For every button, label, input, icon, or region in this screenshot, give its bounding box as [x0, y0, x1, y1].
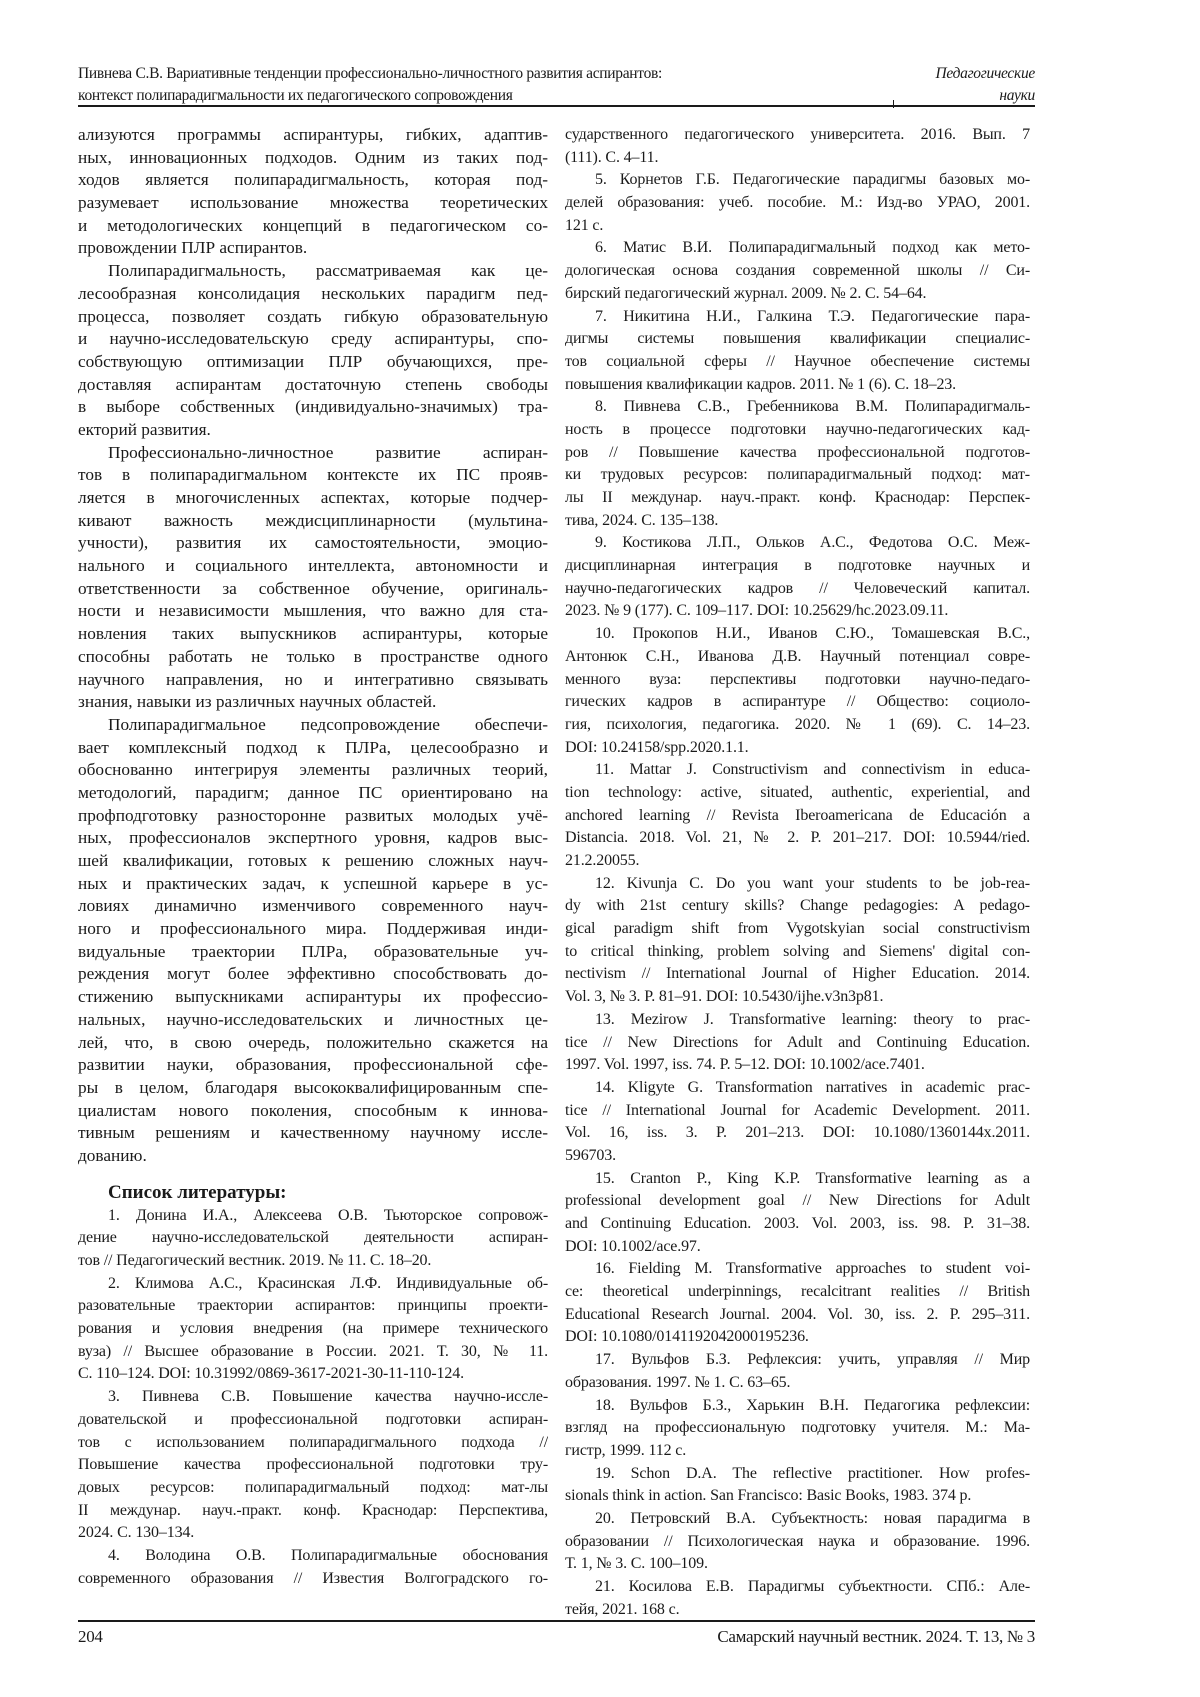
text-line: тива, 2024. С. 135–138. — [565, 510, 1030, 533]
text-line: 2. Климова А.С., Красинская Л.Ф. Индивидуальные об- — [78, 1273, 548, 1296]
text-line: 7. Никитина Н.И., Галкина Т.Э. Педагогические пара- — [565, 306, 1030, 329]
text-line: DOI: 10.24158/spp.2020.1.1. — [565, 737, 1030, 760]
text-line: Vol. 3, № 3. P. 81–91. DOI: 10.5430/ijhe.v3n3p81. — [565, 986, 1030, 1009]
text-line: образования. 1997. № 1. С. 63–65. — [565, 1372, 1030, 1395]
text-line: dy with 21st century skills? Change pedagogies: A pedago- — [565, 895, 1030, 918]
text-line: 10. Прокопов Н.И., Иванов С.Ю., Томашевская В.С., — [565, 623, 1030, 646]
reference-item — [565, 396, 1030, 532]
text-line: ки трудовых ресурсов: полипарадигмальный подход: мат- — [565, 464, 1030, 487]
text-line: ных и практических задач, к успешной карьере в ус- — [78, 873, 548, 896]
text-line: гия, психология, педагогика. 2020. № 1 (69). С. 14–23. — [565, 714, 1030, 737]
text-line: 18. Вульфов Б.З., Харькин В.Н. Педагогика рефлексии: — [565, 1395, 1030, 1418]
text-line: реждения могут более эффективно способствовать до- — [78, 963, 548, 986]
text-line: sionals think in action. San Francisco: Basic Books, 1983. 374 p. — [565, 1485, 1030, 1508]
text-line: взгляд на профессиональную подготовку учителя. М.: Ма- — [565, 1417, 1030, 1440]
text-line: провождении ПЛР аспирантов. — [78, 237, 548, 260]
text-line: 1. Донина И.А., Алексеева О.В. Тьюторское сопровож- — [78, 1205, 548, 1228]
text-line: дологическая основа создания современной школы // Си- — [565, 260, 1030, 283]
text-line: ры в целом, благодаря высококвалифицированным спе- — [78, 1077, 548, 1100]
text-line: повышения квалификации кадров. 2011. № 1 (6). С. 18–23. — [565, 374, 1030, 397]
text-line: тивным решениям и качественному научному иссле- — [78, 1122, 548, 1145]
text-line: ализуются программы аспирантуры, гибких, адаптив- — [78, 124, 548, 147]
text-line: лей, что, в свою очередь, положительно скажется на — [78, 1032, 548, 1055]
text-line: бирский педагогический журнал. 2009. № 2. С. 54–64. — [565, 283, 1030, 306]
text-line: 13. Mezirow J. Transformative learning: theory to prac- — [565, 1009, 1030, 1032]
text-line: видуальные траектории ПЛРа, образовательные уч- — [78, 941, 548, 964]
text-line: ответственности за собственное обучение, оригиналь- — [78, 578, 548, 601]
text-line: gical paradigm shift from Vygotskyian social constructivism — [565, 918, 1030, 941]
text-line: anchored learning // Revista Iberoamericana de Educación a — [565, 805, 1030, 828]
reference-item — [78, 1386, 548, 1545]
text-line: 121 с. — [565, 215, 1030, 238]
text-line: Vol. 16, iss. 3. P. 201–213. DOI: 10.1080/1360144x.2011. — [565, 1122, 1030, 1145]
text-line: нального и социального интеллекта, автономности и — [78, 555, 548, 578]
text-line: шей квалификации, готовых к решению сложных науч- — [78, 850, 548, 873]
text-line: стижению выпускниками аспирантуры их профессио- — [78, 986, 548, 1009]
text-line: лы II междунар. науч.-практ. конф. Краснодар: Перспек- — [565, 487, 1030, 510]
reference-item — [565, 306, 1030, 397]
text-line: to critical thinking, problem solving and Siemens' digital con- — [565, 941, 1030, 964]
text-line: разумевает использование множества теоретических — [78, 192, 548, 215]
text-line: методологий, парадигм; данное ПС ориентировано на — [78, 782, 548, 805]
text-line: Антонюк С.Н., Иванова Д.В. Научный потенциал совре- — [565, 646, 1030, 669]
reference-item — [565, 169, 1030, 237]
reference-item — [565, 1258, 1030, 1349]
paragraph — [78, 124, 548, 260]
text-line: гических кадров в аспирантуре // Общество: социоло- — [565, 691, 1030, 714]
text-line: Т. 1, № 3. С. 100–109. — [565, 1553, 1030, 1576]
text-line: DOI: 10.1080/0141192042000195236. — [565, 1326, 1030, 1349]
text-line: ных, инновационных подходов. Одним из таких под- — [78, 147, 548, 170]
text-line: дисциплинарная интеграция в подготовке научных и — [565, 555, 1030, 578]
text-line: tion technology: active, situated, authentic, experiential, and — [565, 782, 1030, 805]
text-line: новления таких выпускников аспирантуры, которые — [78, 623, 548, 646]
text-line: ходов является полипарадигмальность, которая под- — [78, 169, 548, 192]
reference-item — [565, 124, 1030, 169]
text-line: доставляя аспирантам достаточную степень свободы — [78, 374, 548, 397]
section-line: науки — [935, 85, 1035, 107]
left-column — [78, 124, 548, 1590]
reference-item — [565, 1009, 1030, 1077]
text-line: 2023. № 9 (177). С. 109–117. DOI: 10.25629/hc.2023.09.11. — [565, 600, 1030, 623]
running-header-title — [78, 63, 878, 107]
journal-citation: Самарский научный вестник. 2024. Т. 13, № 3 — [717, 1626, 1035, 1648]
reference-item — [565, 1463, 1030, 1508]
text-line: 5. Корнетов Г.Б. Педагогические парадигмы базовых мо- — [565, 169, 1030, 192]
text-line: ность в процессе подготовки научно-педагогических кад- — [565, 419, 1030, 442]
text-line: 16. Fielding M. Transformative approaches to student voi- — [565, 1258, 1030, 1281]
text-line: гистр, 1999. 112 с. — [565, 1440, 1030, 1463]
paragraph — [78, 442, 548, 714]
text-line: ного и профессионального мира. Поддерживая инди- — [78, 918, 548, 941]
text-line: 8. Пивнева С.В., Гребенникова В.М. Полипарадигмаль- — [565, 396, 1030, 419]
text-line: nectivism // International Journal of Higher Education. 2014. — [565, 963, 1030, 986]
reference-item — [565, 623, 1030, 759]
text-line: ловиях динамично изменчивого современного науч- — [78, 895, 548, 918]
reference-item — [565, 873, 1030, 1009]
reference-item — [565, 1395, 1030, 1463]
text-line: нальных, научно-исследовательских и личностных це- — [78, 1009, 548, 1032]
text-line: 19. Schon D.A. The reflective practitioner. How profes- — [565, 1463, 1030, 1486]
text-line: кивают важность междисциплинарности (мультина- — [78, 510, 548, 533]
text-line: and Continuing Education. 2003. Vol. 2003, iss. 98. P. 31–38. — [565, 1213, 1030, 1236]
text-line: II междунар. науч.-практ. конф. Краснодар: Перспектива, — [78, 1500, 548, 1523]
running-header-section — [935, 63, 1035, 107]
text-line: 9. Костикова Л.П., Ольков А.С., Федотова О.С. Меж- — [565, 532, 1030, 555]
text-line: 17. Вульфов Б.З. Рефлексия: учить, управляя // Мир — [565, 1349, 1030, 1372]
text-line: тейя, 2021. 168 с. — [565, 1599, 1030, 1622]
text-line: циалистам нового поколения, способным к иннова- — [78, 1100, 548, 1123]
text-line: дованию. — [78, 1145, 548, 1168]
text-line: в выборе собственных (индивидуально-значимых) тра- — [78, 396, 548, 419]
references-list-left — [78, 1205, 548, 1591]
header-divider — [893, 100, 894, 108]
footer-rule — [78, 1620, 1035, 1622]
text-line: екторий развития. — [78, 419, 548, 442]
text-line: лесообразная консолидация нескольких парадигм пед- — [78, 283, 548, 306]
header-rule — [78, 105, 1035, 107]
paragraph — [78, 260, 548, 442]
text-line: 21.2.20055. — [565, 850, 1030, 873]
reference-item — [565, 759, 1030, 872]
text-line: вуза) // Высшее образование в России. 2021. Т. 30, № 11. — [78, 1341, 548, 1364]
text-line: 20. Петровский В.А. Субъектность: новая парадигма в — [565, 1508, 1030, 1531]
text-line: 1997. Vol. 1997, iss. 74. P. 5–12. DOI: 10.1002/ace.7401. — [565, 1054, 1030, 1077]
text-line: tice // International Journal for Academic Development. 2011. — [565, 1100, 1030, 1123]
text-line: Educational Research Journal. 2004. Vol. 30, iss. 2. P. 295–311. — [565, 1304, 1030, 1327]
text-line: вает комплексный подход к ПЛРа, целесообразно и — [78, 737, 548, 760]
text-line: 15. Cranton P., King K.P. Transformative learning as a — [565, 1168, 1030, 1191]
text-line: тов с использованием полипарадигмального подхода // — [78, 1432, 548, 1455]
text-line: способны работать не только в пространстве одного — [78, 646, 548, 669]
text-line: профподготовку разносторонне развитых молодых учё- — [78, 805, 548, 828]
text-line: делей образования: учеб. пособие. М.: Изд-во УРАО, 2001. — [565, 192, 1030, 215]
text-line: довательской и профессиональной подготовки аспиран- — [78, 1409, 548, 1432]
text-line: образовании // Психологическая наука и образование. 1996. — [565, 1531, 1030, 1554]
text-line: (111). С. 4–11. — [565, 147, 1030, 170]
reference-item — [78, 1205, 548, 1273]
references-heading: Список литературы: — [78, 1181, 548, 1205]
text-line: обоснованно интегрируя элементы различных теорий, — [78, 759, 548, 782]
text-line: тов социальной сферы // Научное обеспечение системы — [565, 351, 1030, 374]
text-line: 596703. — [565, 1145, 1030, 1168]
text-line: ности и независимости мышления, что важно для ста- — [78, 600, 548, 623]
text-line: 11. Mattar J. Constructivism and connectivism in educa- — [565, 759, 1030, 782]
text-line: Distancia. 2018. Vol. 21, № 2. P. 201–217. DOI: 10.5944/ried. — [565, 827, 1030, 850]
text-line: тов // Педагогический вестник. 2019. № 11. С. 18–20. — [78, 1250, 548, 1273]
page-number: 204 — [78, 1626, 103, 1648]
text-line: ce: theoretical underpinnings, recalcitrant realities // British — [565, 1281, 1030, 1304]
text-line: и научно-исследовательскую среду аспирантуры, спо- — [78, 328, 548, 351]
text-line: собствующую оптимизации ПЛР обучающихся, пре- — [78, 351, 548, 374]
text-line: дигмы системы повышения квалификации специалис- — [565, 328, 1030, 351]
reference-item — [565, 1508, 1030, 1576]
reference-item — [565, 1576, 1030, 1621]
text-line: разовательные траектории аспирантов: принципы проекти- — [78, 1295, 548, 1318]
text-line: научно-педагогических кадров // Человеческий капитал. — [565, 578, 1030, 601]
text-line: Полипарадигмальное педсопровождение обеспечи- — [78, 714, 548, 737]
text-line: ров // Повышение качества профессиональной подготов- — [565, 442, 1030, 465]
reference-item — [565, 1349, 1030, 1394]
paragraph — [78, 714, 548, 1168]
text-line: 3. Пивнева С.В. Повышение качества научно-иссле- — [78, 1386, 548, 1409]
reference-item — [565, 1077, 1030, 1168]
reference-item — [565, 1168, 1030, 1259]
text-line: довых ресурсов: полипарадигмальный подход: мат-лы — [78, 1477, 548, 1500]
reference-item — [565, 532, 1030, 623]
text-line: процесса, позволяет создать гибкую образовательную — [78, 306, 548, 329]
article-body — [78, 124, 548, 1168]
right-column — [565, 124, 1030, 1621]
reference-item — [565, 237, 1030, 305]
text-line: дение научно-исследовательской деятельности аспиран- — [78, 1227, 548, 1250]
text-line: научного направления, но и интегративно связывать — [78, 669, 548, 692]
text-line: развитии науки, образования, профессиональной сфе- — [78, 1054, 548, 1077]
text-line: Профессионально-личностное развитие аспиран- — [78, 442, 548, 465]
text-line: 12. Kivunja C. Do you want your students to be job-rea- — [565, 873, 1030, 896]
text-line: рования и условия внедрения (на примере технического — [78, 1318, 548, 1341]
text-line: DOI: 10.1002/ace.97. — [565, 1236, 1030, 1259]
text-line: тов в полипарадигмальном контексте их ПС прояв- — [78, 464, 548, 487]
text-line: ных, профессионалов экспертного уровня, кадров выс- — [78, 827, 548, 850]
section-line: Педагогические — [935, 63, 1035, 85]
text-line: учности), развития их самостоятельности, эмоцио- — [78, 532, 548, 555]
running-header-line: Пивнева С.В. Вариативные тенденции профессионально-личностного развития аспирантов: — [78, 63, 878, 85]
text-line: ляется в многочисленных аспектах, которые подчер- — [78, 487, 548, 510]
text-line: менного вуза: перспективы подготовки научно-педаго- — [565, 669, 1030, 692]
text-line: 21. Косилова Е.В. Парадигмы субъектности. СПб.: Але- — [565, 1576, 1030, 1599]
references-list-right — [565, 124, 1030, 1621]
running-header-line: контекст полипарадигмальности их педагогического сопровождения — [78, 85, 878, 107]
text-line: 14. Kligyte G. Transformation narratives in academic prac- — [565, 1077, 1030, 1100]
text-line: professional development goal // New Directions for Adult — [565, 1190, 1030, 1213]
text-line: tice // New Directions for Adult and Continuing Education. — [565, 1032, 1030, 1055]
text-line: сударственного педагогического университета. 2016. Вып. 7 — [565, 124, 1030, 147]
reference-item — [78, 1545, 548, 1590]
text-line: Полипарадигмальность, рассматриваемая как це- — [78, 260, 548, 283]
text-line: Повышение качества профессиональной подготовки тру- — [78, 1454, 548, 1477]
text-line: и методологических концепций в педагогическом со- — [78, 215, 548, 238]
text-line: 6. Матис В.И. Полипарадигмальный подход как мето- — [565, 237, 1030, 260]
text-line: 4. Володина О.В. Полипарадигмальные обоснования — [78, 1545, 548, 1568]
text-line: современного образования // Известия Волгоградского го- — [78, 1568, 548, 1591]
reference-item — [78, 1273, 548, 1386]
text-line: 2024. С. 130–134. — [78, 1522, 548, 1545]
text-line: С. 110–124. DOI: 10.31992/0869-3617-2021-30-11-110-124. — [78, 1363, 548, 1386]
text-line: знания, навыки из различных научных областей. — [78, 691, 548, 714]
